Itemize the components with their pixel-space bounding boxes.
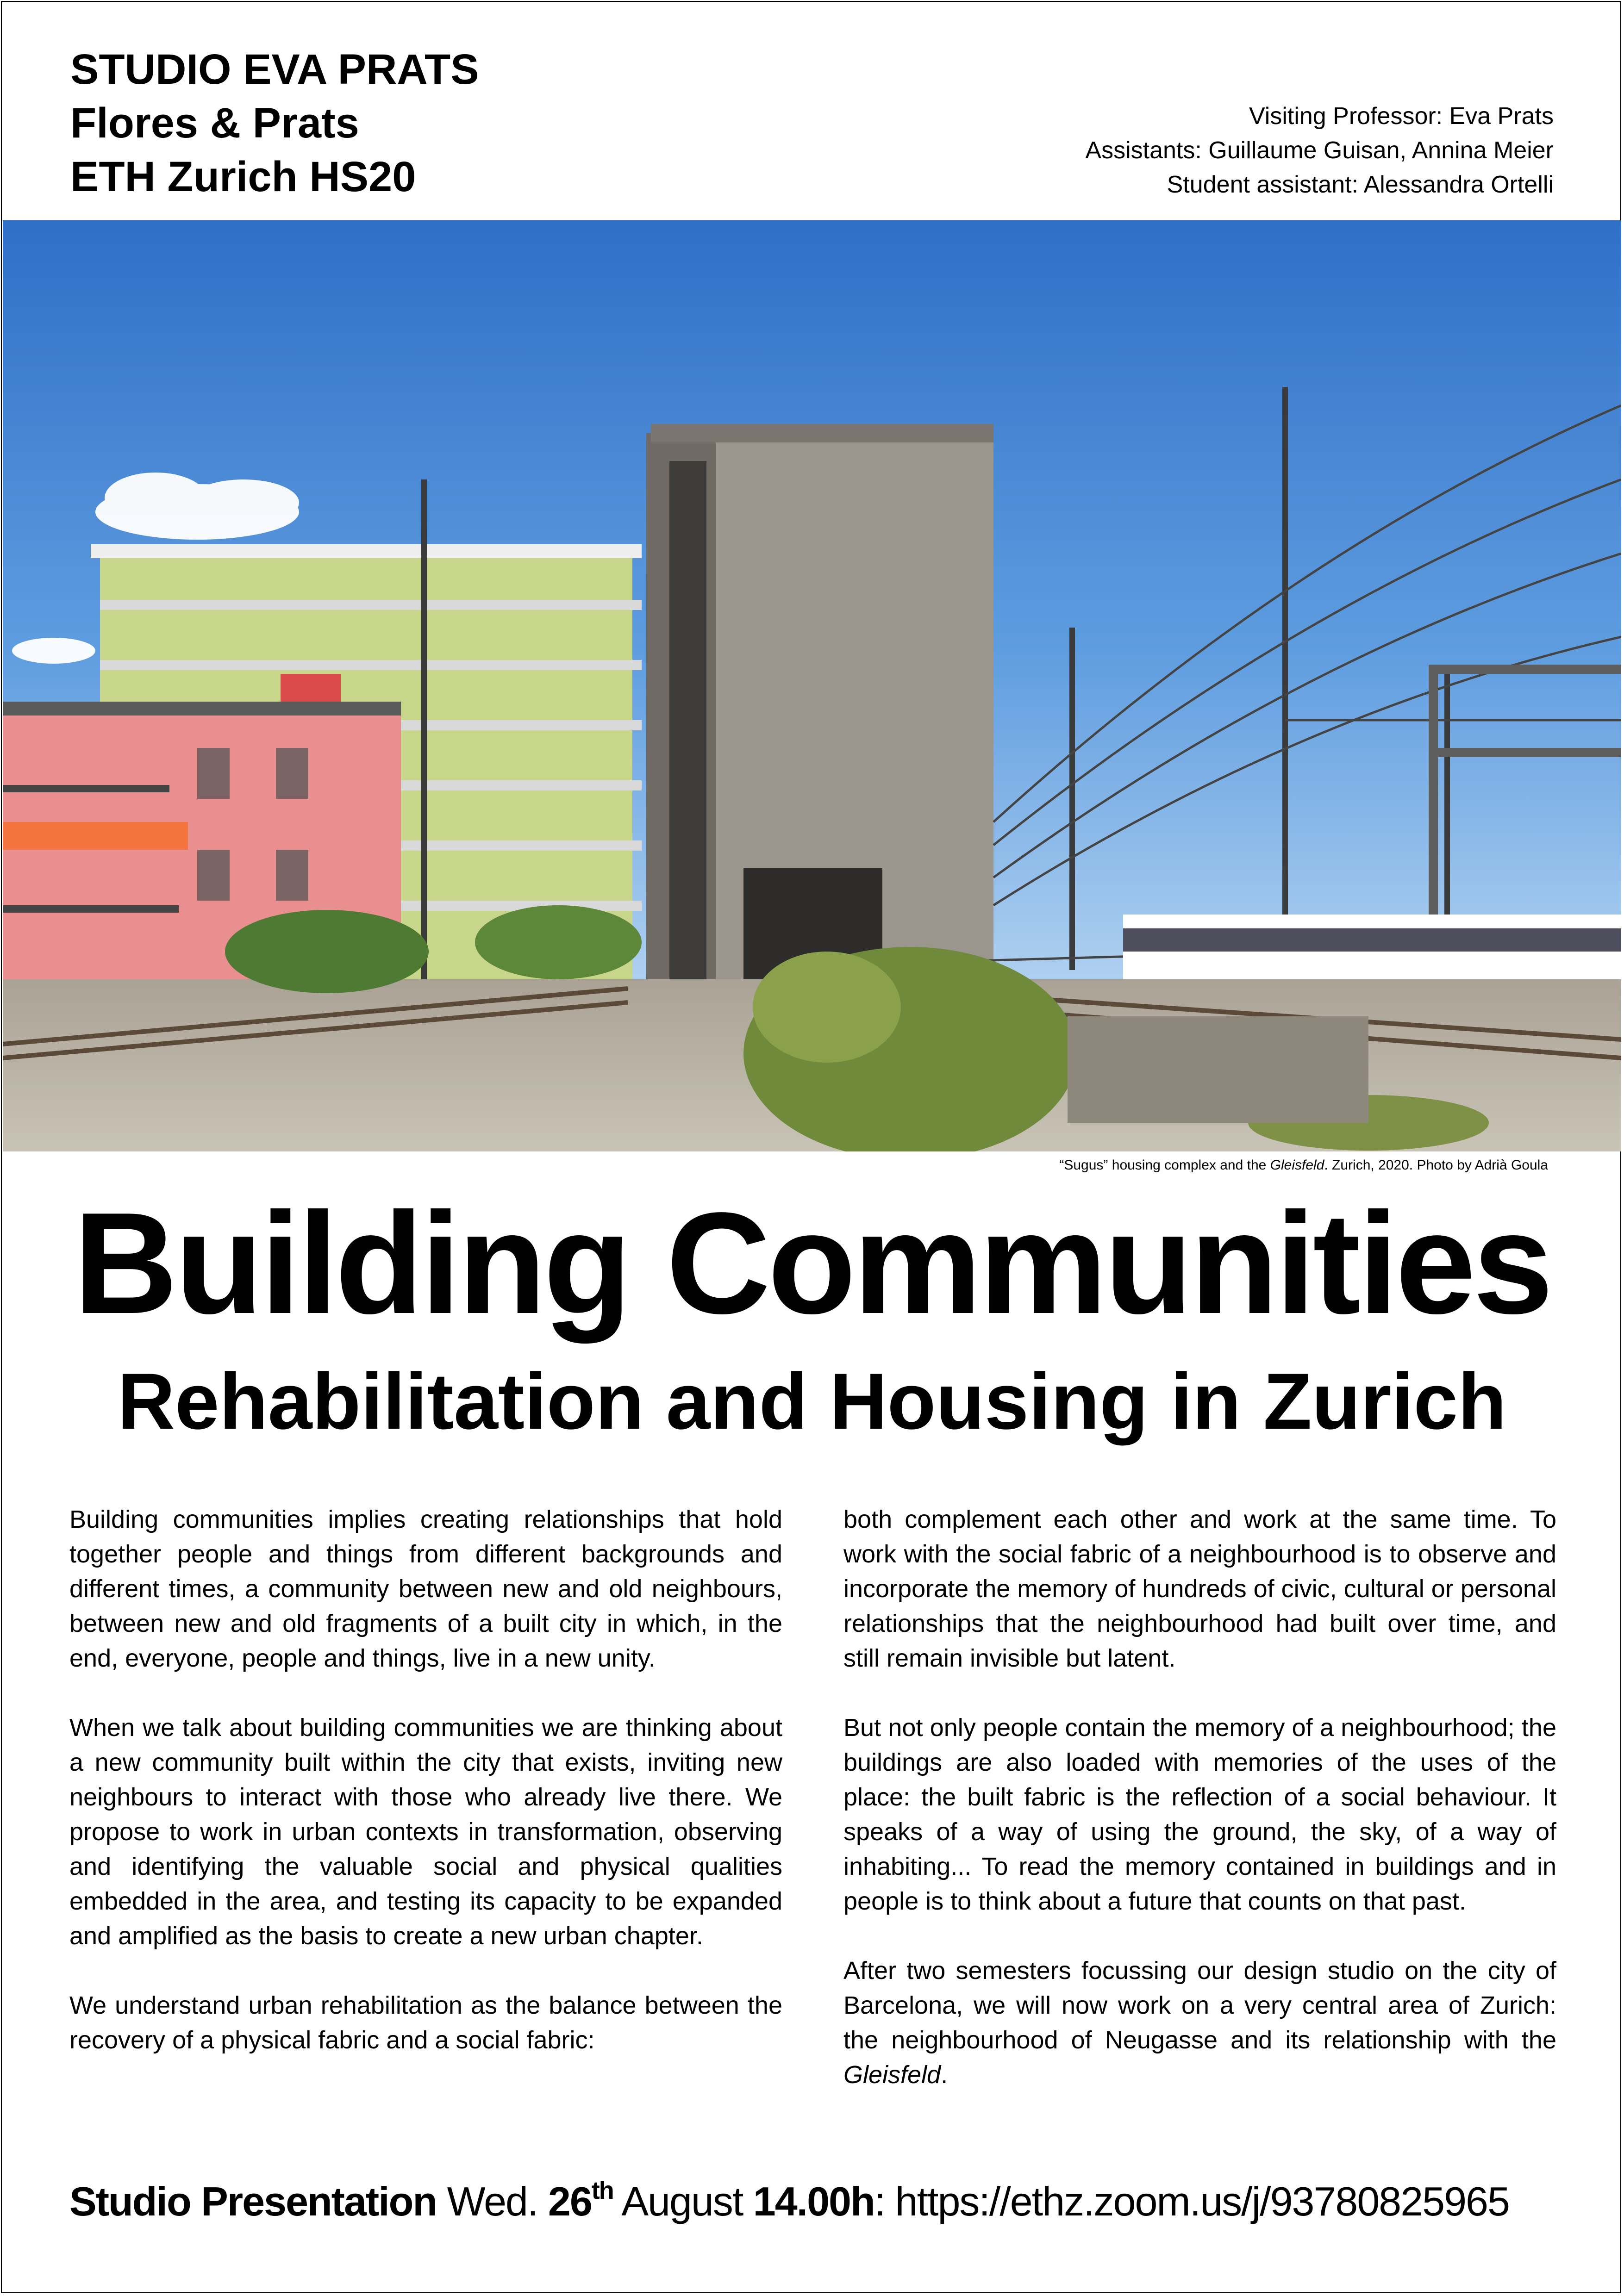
photo-illustration <box>3 220 1621 1151</box>
credit-assistants: Assistants: Guillaume Guisan, Annina Meier <box>1085 137 1554 164</box>
event-time: 14.00h <box>753 2178 874 2224</box>
studio-heading <box>70 43 479 204</box>
credit-student-assistant: Student assistant: Alessandra Ortelli <box>1167 171 1554 198</box>
page-subtitle: Rehabilitation and Housing in Zurich <box>117 1357 1507 1446</box>
caption-italic: Gleisfeld <box>1270 1157 1324 1173</box>
event-label: Studio Presentation <box>69 2178 437 2224</box>
paragraph-text: After two semesters focussing our design studio on the city of Barcelona, we will now work on a very central area of Zurich: the neighbourhood of Neugasse and its relationship with the <box>843 1957 1556 2054</box>
studio-line-1: STUDIO EVA PRATS <box>70 46 479 93</box>
date-suffix: th <box>591 2177 613 2204</box>
separator: : <box>874 2178 895 2224</box>
studio-line-3: ETH Zurich HS20 <box>70 153 416 200</box>
paragraph: We understand urban rehabilitation as the balance between the recovery of a physical fabric and a social fabric: <box>69 1991 782 2054</box>
event-month: August <box>613 2178 753 2224</box>
credits <box>1085 99 1554 202</box>
hero-photo <box>3 220 1621 1151</box>
event-day: Wed. <box>437 2178 548 2224</box>
zoom-link[interactable]: https://ethz.zoom.us/j/93780825965 <box>895 2178 1509 2224</box>
paragraph-final <box>843 1954 1556 2092</box>
caption-credit: . Zurich, 2020. Photo by Adrià Goula <box>1324 1157 1548 1173</box>
page-title: Building Communities <box>73 1183 1551 1344</box>
studio-line-2: Flores & Prats <box>70 100 359 147</box>
caption-text: “Sugus” housing complex and the <box>1059 1157 1270 1173</box>
paragraph: When we talk about building communities we are thinking about a new community built within the city that exists, inviting new neighbours to interact with those who already live there. We propose to work in urban contexts in transformation, observing and identifying the valuable social and physical qualities embedded in the area, and testing its capacity to be expanded and amplified as the basis to create a new urban chapter. <box>69 1714 782 1950</box>
credit-professor: Visiting Professor: Eva Prats <box>1249 103 1554 130</box>
photo-caption <box>1059 1157 1548 1174</box>
event-date: 26 <box>548 2178 592 2224</box>
paragraph: Building communities implies creating relationships that hold together people and things from different backgrounds and different times, a community between new and old neighbours, between new and old fragments of a built city in which, in the end, everyone, people and things, live in a new unity. <box>69 1506 782 1672</box>
paragraph-italic: Gleisfeld <box>843 2061 941 2089</box>
paragraph: But not only people contain the memory of a neighbourhood; the buildings are also loaded with memories of the uses of the place: the built fabric is the reflection of a social behaviour. It speaks of a way of using the ground, the sky, of a way of inhabiting... To read the memory contained in buildings and in people is to think about a future that counts on that past. <box>843 1714 1556 1915</box>
body-column-right <box>843 1502 1556 2092</box>
paragraph-end: . <box>941 2061 948 2089</box>
paragraph: both complement each other and work at the same time. To work with the social fabric of a neighbourhood is to observe and incorporate the memory of hundreds of civic, cultural or personal relationships that the neighbourhood had built over time, and still remain invisible but latent. <box>843 1506 1556 1672</box>
presentation-info <box>69 2176 1509 2227</box>
body-column-left <box>69 1502 782 2058</box>
retaining-wall <box>1068 1016 1368 1123</box>
